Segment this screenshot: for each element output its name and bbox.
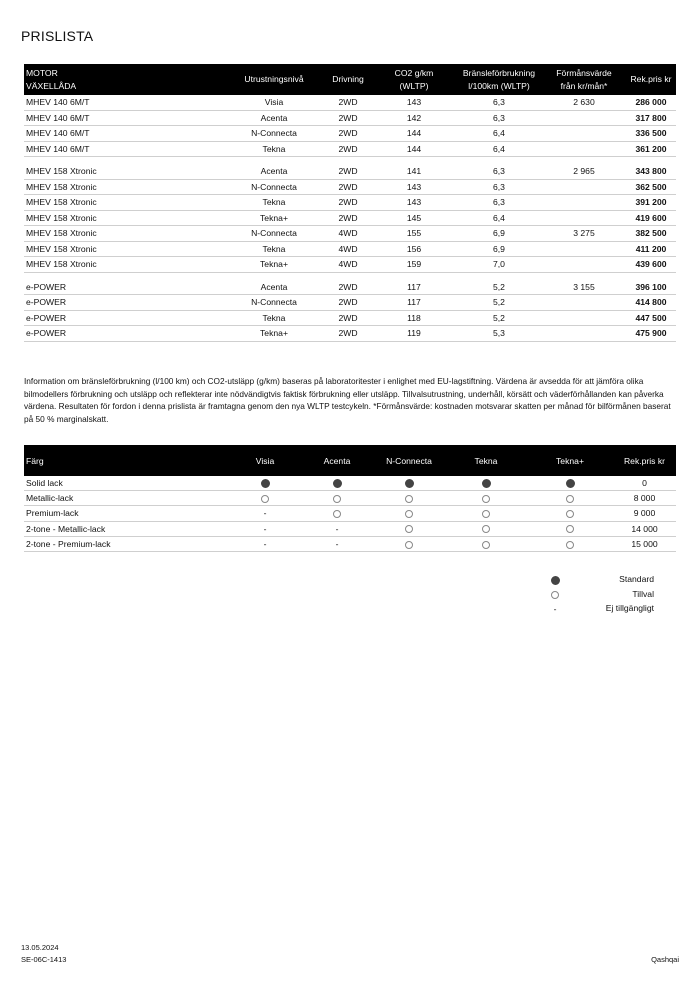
cell-level: N-Connecta	[224, 126, 324, 142]
legend-standard	[540, 573, 670, 588]
standard-dot-icon	[482, 479, 491, 488]
cell-price: 317 800	[626, 110, 676, 126]
color-name: 2-tone - Metallic-lack	[24, 521, 229, 536]
cell-level: Tekna	[224, 310, 324, 326]
option-circle-icon	[333, 495, 341, 503]
header-fuel-line2: l/100km (WLTP)	[468, 80, 530, 91]
cell-price: 336 500	[626, 126, 676, 142]
availability-cell	[527, 506, 613, 521]
standard-dot-icon	[405, 479, 414, 488]
price-table	[24, 64, 676, 342]
price-row	[24, 310, 676, 326]
availability-cell	[229, 476, 301, 491]
availability-cell-unavailable: -	[229, 536, 301, 551]
cell-fuel: 6,3	[456, 195, 542, 211]
color-name: Solid lack	[24, 476, 229, 491]
header-visia: Visia	[229, 445, 301, 476]
option-circle-icon	[482, 495, 490, 503]
header-co2-line2: (WLTP)	[399, 80, 429, 91]
legend	[540, 573, 670, 617]
price-row	[24, 210, 676, 226]
cell-price: 447 500	[626, 310, 676, 326]
cell-co2: 143	[372, 95, 456, 110]
cell-fuel: 6,9	[456, 226, 542, 242]
color-row	[24, 491, 676, 506]
legend-unavailable	[540, 602, 670, 617]
availability-cell	[445, 476, 527, 491]
cell-motor: MHEV 158 Xtronic	[24, 164, 224, 179]
price-row	[24, 295, 676, 311]
price-row	[24, 257, 676, 273]
header-color-price: Rek.pris kr	[613, 445, 676, 476]
header-drive: Drivning	[324, 64, 372, 95]
cell-drive: 2WD	[324, 280, 372, 295]
legend-unavailable-label: Ej tillgängligt	[605, 603, 654, 613]
color-row	[24, 521, 676, 536]
cell-level: Tekna+	[224, 257, 324, 273]
availability-cell	[527, 491, 613, 506]
cell-drive: 2WD	[324, 110, 372, 126]
header-benefit	[542, 64, 626, 95]
option-circle-icon	[405, 495, 413, 503]
option-circle-icon	[482, 510, 490, 518]
price-row	[24, 179, 676, 195]
color-name: 2-tone - Premium-lack	[24, 536, 229, 551]
option-circle-icon	[566, 510, 574, 518]
cell-co2: 117	[372, 280, 456, 295]
cell-co2: 156	[372, 241, 456, 257]
cell-fuel: 6,3	[456, 110, 542, 126]
cell-benefit	[542, 310, 626, 326]
cell-benefit	[542, 179, 626, 195]
cell-benefit	[542, 126, 626, 142]
cell-fuel: 5,3	[456, 326, 542, 342]
option-circle-icon	[405, 525, 413, 533]
header-co2	[372, 64, 456, 95]
cell-benefit	[542, 141, 626, 157]
cell-co2: 142	[372, 110, 456, 126]
color-price: 9 000	[613, 506, 676, 521]
cell-price: 414 800	[626, 295, 676, 311]
availability-cell	[527, 476, 613, 491]
cell-price: 439 600	[626, 257, 676, 273]
cell-co2: 145	[372, 210, 456, 226]
cell-level: Tekna	[224, 241, 324, 257]
header-tekna: Tekna	[445, 445, 527, 476]
availability-cell	[373, 491, 445, 506]
cell-co2: 117	[372, 295, 456, 311]
cell-drive: 4WD	[324, 226, 372, 242]
cell-motor: e-POWER	[24, 295, 224, 311]
footer-code: SE-06C-1413	[21, 955, 67, 964]
cell-drive: 2WD	[324, 179, 372, 195]
header-tekna-plus: Tekna+	[527, 445, 613, 476]
option-circle-icon	[566, 525, 574, 533]
color-table	[24, 445, 676, 552]
cell-price: 475 900	[626, 326, 676, 342]
cell-drive: 4WD	[324, 257, 372, 273]
cell-benefit: 3 275	[542, 226, 626, 242]
availability-cell	[445, 521, 527, 536]
footer-model: Qashqai	[651, 955, 679, 964]
cell-motor: MHEV 158 Xtronic	[24, 195, 224, 211]
option-circle-icon	[261, 495, 269, 503]
price-row	[24, 195, 676, 211]
legend-option-label: Tillval	[632, 588, 654, 599]
cell-fuel: 6,4	[456, 126, 542, 142]
cell-drive: 4WD	[324, 241, 372, 257]
color-price: 0	[613, 476, 676, 491]
price-row	[24, 326, 676, 342]
cell-price: 343 800	[626, 164, 676, 179]
option-circle-icon	[482, 525, 490, 533]
availability-cell	[373, 476, 445, 491]
color-price: 8 000	[613, 491, 676, 506]
price-row	[24, 95, 676, 110]
cell-motor: e-POWER	[24, 310, 224, 326]
cell-drive: 2WD	[324, 195, 372, 211]
standard-dot-icon	[551, 576, 560, 585]
cell-benefit	[542, 210, 626, 226]
cell-fuel: 5,2	[456, 280, 542, 295]
legend-standard-label: Standard	[619, 574, 654, 584]
header-n-connecta: N-Connecta	[373, 445, 445, 476]
availability-cell	[301, 476, 373, 491]
group-spacer	[24, 272, 676, 280]
cell-co2: 141	[372, 164, 456, 179]
price-row	[24, 126, 676, 142]
cell-co2: 155	[372, 226, 456, 242]
cell-level: Tekna+	[224, 326, 324, 342]
standard-dot-icon	[333, 479, 342, 488]
cell-level: N-Connecta	[224, 295, 324, 311]
cell-level: Acenta	[224, 110, 324, 126]
cell-benefit: 2 965	[542, 164, 626, 179]
standard-dot-icon	[261, 479, 270, 488]
color-price: 15 000	[613, 536, 676, 551]
cell-motor: MHEV 158 Xtronic	[24, 226, 224, 242]
cell-price: 419 600	[626, 210, 676, 226]
cell-co2: 144	[372, 141, 456, 157]
cell-motor: MHEV 140 6M/T	[24, 126, 224, 142]
cell-drive: 2WD	[324, 326, 372, 342]
cell-price: 286 000	[626, 95, 676, 110]
availability-cell-unavailable: -	[229, 506, 301, 521]
cell-benefit: 3 155	[542, 280, 626, 295]
cell-fuel: 6,9	[456, 241, 542, 257]
color-table-header	[24, 445, 676, 476]
availability-cell-unavailable: -	[301, 521, 373, 536]
cell-fuel: 6,3	[456, 95, 542, 110]
color-row	[24, 476, 676, 491]
footer-date: 13.05.2024	[21, 943, 59, 952]
availability-cell	[445, 536, 527, 551]
header-price: Rek.pris kr	[626, 64, 676, 95]
cell-drive: 2WD	[324, 141, 372, 157]
availability-cell-unavailable: -	[301, 536, 373, 551]
cell-benefit	[542, 195, 626, 211]
cell-price: 382 500	[626, 226, 676, 242]
cell-fuel: 7,0	[456, 257, 542, 273]
header-co2-line1: CO2 g/km	[394, 67, 434, 78]
price-row	[24, 141, 676, 157]
cell-benefit	[542, 110, 626, 126]
cell-level: Tekna	[224, 141, 324, 157]
cell-drive: 2WD	[324, 210, 372, 226]
cell-level: N-Connecta	[224, 179, 324, 195]
cell-fuel: 6,4	[456, 210, 542, 226]
header-color: Färg	[24, 445, 229, 476]
cell-benefit	[542, 257, 626, 273]
availability-cell	[229, 491, 301, 506]
cell-fuel: 6,3	[456, 179, 542, 195]
cell-drive: 2WD	[324, 164, 372, 179]
cell-benefit	[542, 326, 626, 342]
cell-motor: MHEV 158 Xtronic	[24, 179, 224, 195]
option-circle-icon	[566, 495, 574, 503]
cell-price: 411 200	[626, 241, 676, 257]
cell-co2: 144	[372, 126, 456, 142]
option-circle-icon	[566, 541, 574, 549]
availability-cell	[527, 536, 613, 551]
cell-level: Visia	[224, 95, 324, 110]
legend-option	[540, 588, 670, 603]
cell-co2: 118	[372, 310, 456, 326]
cell-motor: MHEV 158 Xtronic	[24, 241, 224, 257]
cell-motor: e-POWER	[24, 326, 224, 342]
cell-co2: 119	[372, 326, 456, 342]
group-spacer	[24, 157, 676, 165]
cell-price: 396 100	[626, 280, 676, 295]
cell-motor: MHEV 140 6M/T	[24, 141, 224, 157]
cell-level: Tekna+	[224, 210, 324, 226]
availability-cell	[301, 491, 373, 506]
cell-motor: MHEV 158 Xtronic	[24, 210, 224, 226]
option-circle-icon	[551, 591, 559, 599]
cell-fuel: 6,3	[456, 164, 542, 179]
cell-level: N-Connecta	[224, 226, 324, 242]
cell-benefit: 2 630	[542, 95, 626, 110]
header-motor-label: MOTOR	[26, 67, 58, 78]
cell-drive: 2WD	[324, 295, 372, 311]
cell-co2: 143	[372, 179, 456, 195]
cell-level: Acenta	[224, 280, 324, 295]
price-row	[24, 164, 676, 179]
cell-motor: MHEV 140 6M/T	[24, 110, 224, 126]
availability-cell-unavailable: -	[229, 521, 301, 536]
color-price: 14 000	[613, 521, 676, 536]
cell-co2: 159	[372, 257, 456, 273]
header-equipment: Utrustningsnivå	[224, 64, 324, 95]
cell-price: 362 500	[626, 179, 676, 195]
color-row	[24, 536, 676, 551]
price-row	[24, 241, 676, 257]
price-row	[24, 226, 676, 242]
availability-cell	[373, 536, 445, 551]
header-gearbox-label: VÄXELLÅDA	[26, 80, 77, 91]
availability-cell	[445, 506, 527, 521]
cell-fuel: 6,4	[456, 141, 542, 157]
header-motor	[24, 64, 224, 95]
unavailable-dash-icon: -	[553, 604, 557, 614]
cell-drive: 2WD	[324, 310, 372, 326]
option-circle-icon	[405, 541, 413, 549]
cell-drive: 2WD	[324, 126, 372, 142]
header-fuel-line1: Bränsleförbrukning	[462, 67, 536, 78]
cell-level: Tekna	[224, 195, 324, 211]
cell-motor: MHEV 158 Xtronic	[24, 257, 224, 273]
cell-benefit	[542, 241, 626, 257]
cell-price: 361 200	[626, 141, 676, 157]
option-circle-icon	[482, 541, 490, 549]
cell-price: 391 200	[626, 195, 676, 211]
cell-fuel: 5,2	[456, 310, 542, 326]
availability-cell	[527, 521, 613, 536]
option-circle-icon	[333, 510, 341, 518]
header-benefit-line1: Förmånsvärde	[556, 67, 612, 78]
price-table-header	[24, 64, 676, 95]
price-row	[24, 280, 676, 295]
cell-drive: 2WD	[324, 95, 372, 110]
color-name: Metallic-lack	[24, 491, 229, 506]
cell-benefit	[542, 295, 626, 311]
info-text: Information om bränsleförbrukning (l/100 km) och CO2-utsläpp (g/km) baseras på laboratoritester i enlighet med EU-lagstiftning. Värdena är avsedda för att jämföra olika bilmodellers förbrukning och utsläpp och reflekterar inte nödvändigtvis faktisk förbrukning eller utsläpp. Tillvalsutrustning, underhåll, körsätt och väderförhållanden kan påverka värdena. Resultaten för fordon i denna prislista är framtagna genom den nya WLTP testcykeln. *Förmånsvärde: kostnaden motsvarar skatten per månad för bilförmånen baserat på 50 % marginalskatt.	[24, 376, 671, 424]
price-row	[24, 110, 676, 126]
cell-motor: MHEV 140 6M/T	[24, 95, 224, 110]
color-row	[24, 506, 676, 521]
availability-cell	[373, 521, 445, 536]
availability-cell	[445, 491, 527, 506]
cell-fuel: 5,2	[456, 295, 542, 311]
header-acenta: Acenta	[301, 445, 373, 476]
page-title: PRISLISTA	[21, 28, 94, 44]
availability-cell	[301, 506, 373, 521]
standard-dot-icon	[566, 479, 575, 488]
cell-motor: e-POWER	[24, 280, 224, 295]
cell-level: Acenta	[224, 164, 324, 179]
option-circle-icon	[405, 510, 413, 518]
color-name: Premium-lack	[24, 506, 229, 521]
cell-co2: 143	[372, 195, 456, 211]
header-fuel	[456, 64, 542, 95]
availability-cell	[373, 506, 445, 521]
header-benefit-line2: från kr/mån*	[560, 80, 608, 91]
